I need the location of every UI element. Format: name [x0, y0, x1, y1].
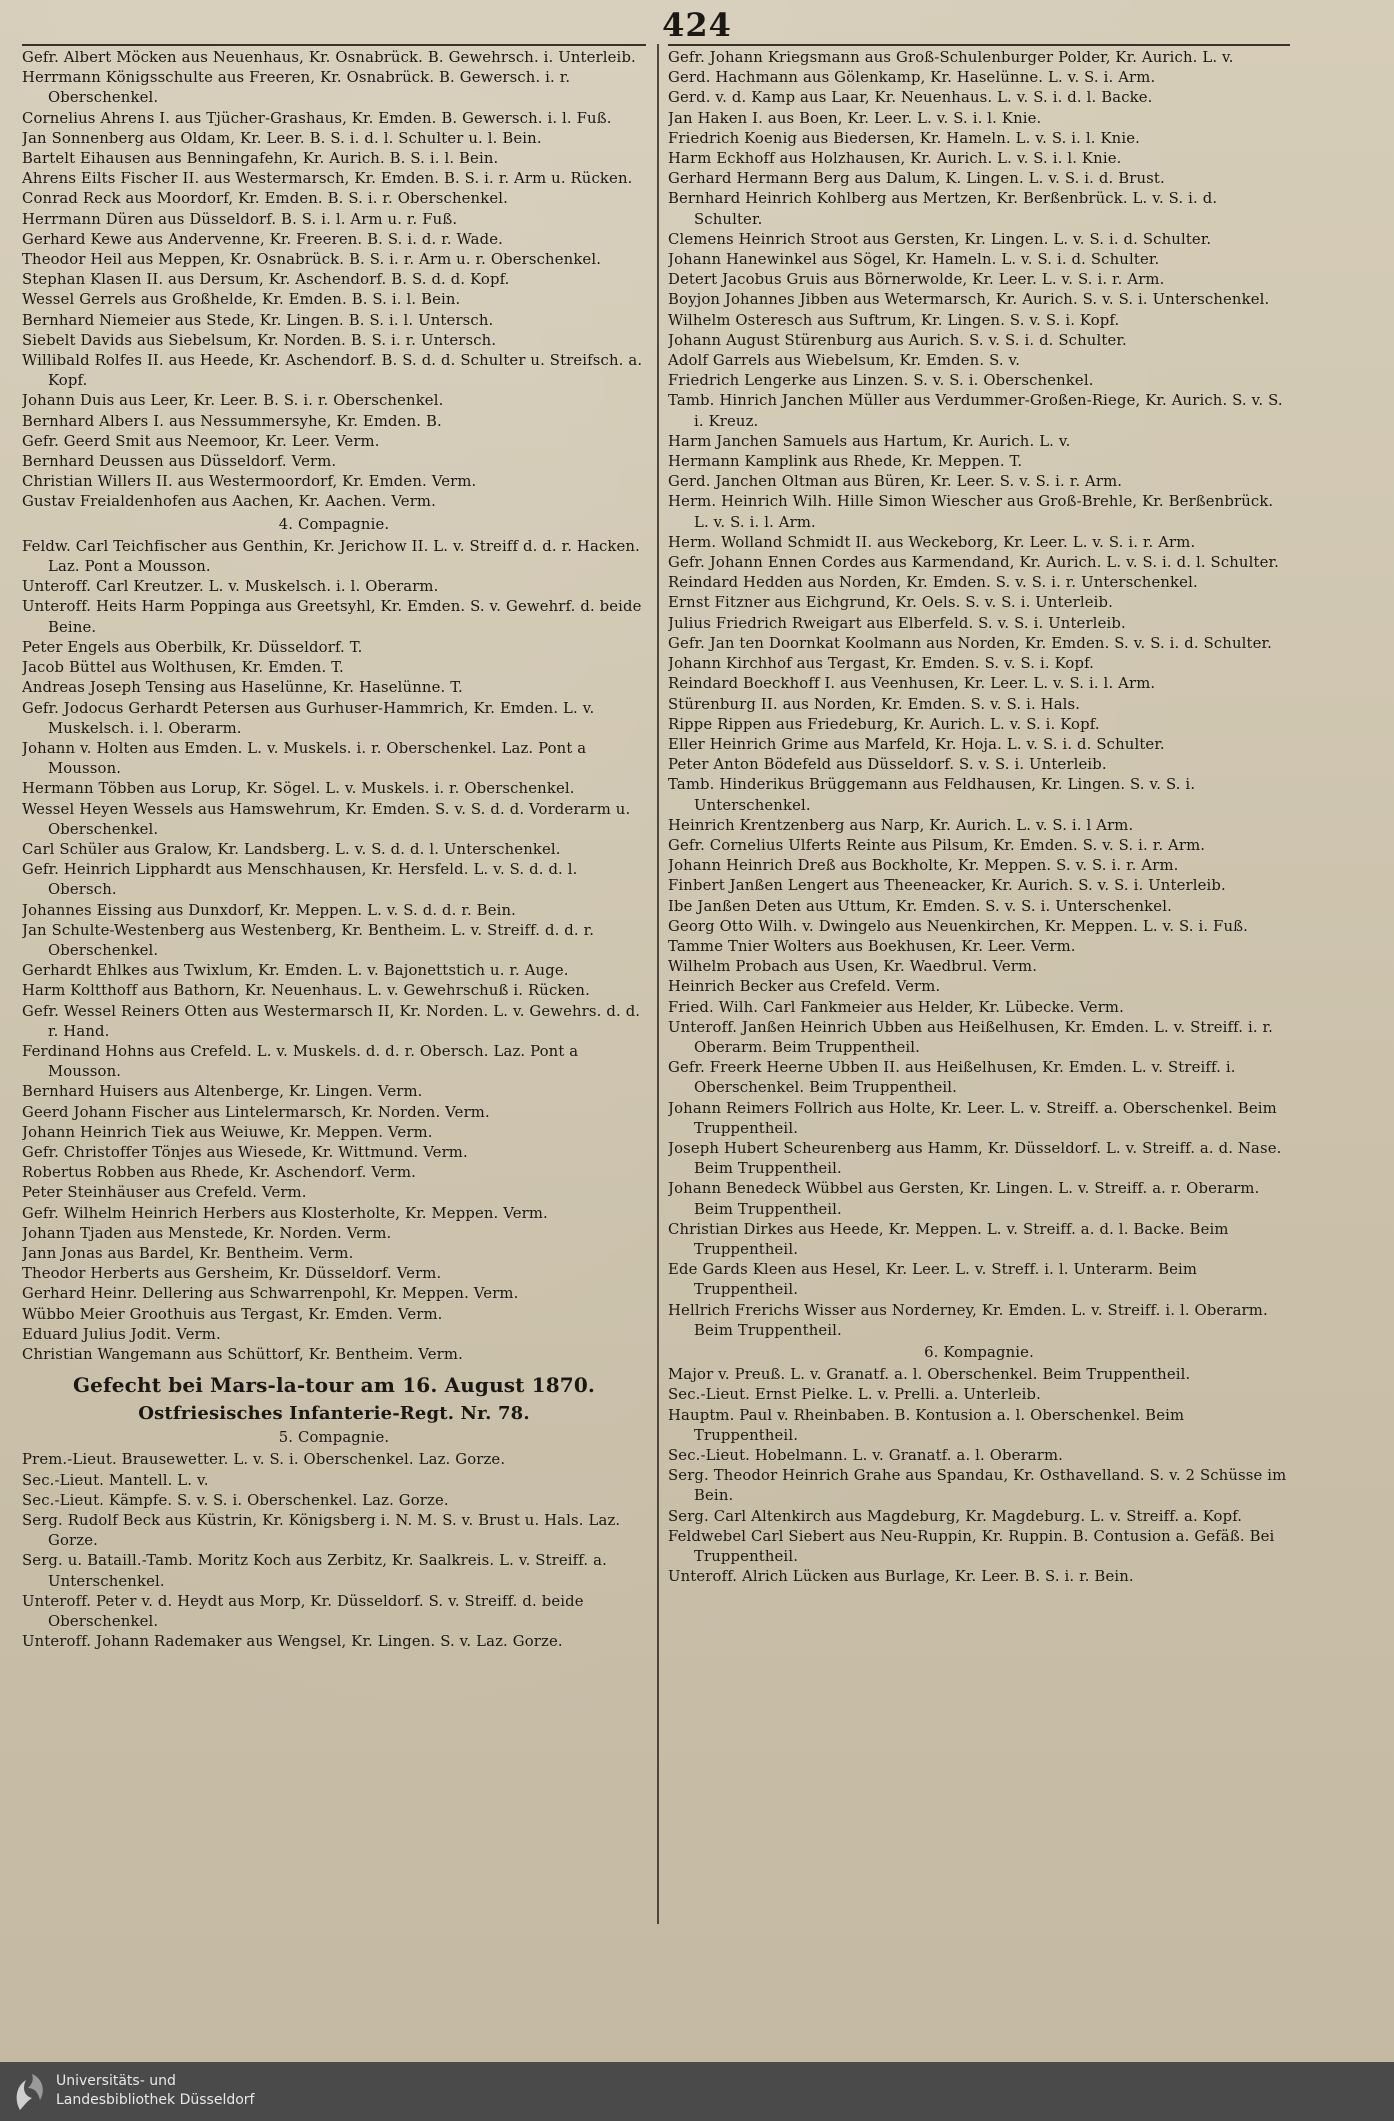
casualty-entry: Theodor Herberts aus Gersheim, Kr. Düsseldorf. Verm. [22, 1265, 442, 1283]
casualty-entry: Herrmann Königsschulte aus Freeren, Kr. Osnabrück. B. Gewersch. i. r. Oberschenkel. [22, 69, 571, 107]
casualty-entry: Eller Heinrich Grime aus Marfeld, Kr. Hoja. L. v. S. i. d. Schulter. [668, 735, 1165, 753]
casualty-entry: Friedrich Lengerke aus Linzen. S. v. S. i. Oberschenkel. [668, 372, 1094, 390]
casualty-entry: Peter Steinhäuser aus Crefeld. Verm. [22, 1184, 307, 1202]
casualty-entry: Tamb. Hinrich Janchen Müller aus Verdummer-Großen-Riege, Kr. Aurich. S. v. S. i. Kreuz. [668, 392, 1283, 430]
casualty-entry: Gerd. Hachmann aus Gölenkamp, Kr. Haselünne. L. v. S. i. Arm. [668, 69, 1156, 87]
casualty-entry: Johann Heinrich Tiek aus Weiuwe, Kr. Meppen. Verm. [22, 1123, 433, 1141]
casualty-entry: Tamme Tnier Wolters aus Boekhusen, Kr. Leer. Verm. [668, 937, 1076, 955]
casualty-entry: Johann Benedeck Wübbel aus Gersten, Kr. Lingen. L. v. Streiff. a. r. Oberarm. Beim Truppentheil. [668, 1180, 1260, 1218]
casualty-entry: Unteroff. Alrich Lücken aus Burlage, Kr. Leer. B. S. i. r. Bein. [668, 1568, 1134, 1586]
casualty-entry: Sec.-Lieut. Hobelmann. L. v. Granatf. a. l. Oberarm. [668, 1447, 1064, 1465]
casualty-entry: Peter Anton Bödefeld aus Düsseldorf. S. v. S. i. Unterleib. [668, 756, 1107, 774]
casualty-entry: Gerd. Janchen Oltman aus Büren, Kr. Leer. S. v. S. i. r. Arm. [668, 473, 1123, 491]
casualty-entry: Joseph Hubert Scheurenberg aus Hamm, Kr. Düsseldorf. L. v. Streiff. a. d. Nase. Beim Truppentheil. [668, 1139, 1282, 1178]
casualty-entry: Unteroff. Janßen Heinrich Ubben aus Heißelhusen, Kr. Emden. L. v. Streiff. i. r. Oberarm. Beim Truppentheil. [668, 1018, 1274, 1056]
casualty-entry: Stephan Klasen II. aus Dersum, Kr. Aschendorf. B. S. d. d. Kopf. [22, 271, 510, 289]
casualty-entry: Jann Jonas aus Bardel, Kr. Bentheim. Verm. [22, 1244, 354, 1262]
casualty-entry: Gefr. Johann Ennen Cordes aus Karmendand, Kr. Aurich. L. v. S. i. d. l. Schulter. [668, 554, 1279, 572]
casualty-entry: Harm Koltthoff aus Bathorn, Kr. Neuenhaus. L. v. Gewehrschuß i. Rücken. [22, 982, 590, 1000]
casualty-entry: Gefr. Geerd Smit aus Neemoor, Kr. Leer. Verm. [22, 432, 380, 450]
casualty-entry: Friedrich Koenig aus Biedersen, Kr. Hameln. L. v. S. i. l. Knie. [668, 129, 1140, 147]
casualty-entry: Wessel Heyen Wessels aus Hamswehrum, Kr. Emden. S. v. S. d. d. Vorderarm u. Oberschenkel. [22, 800, 631, 838]
company-heading: 6. Kompagnie. [924, 1344, 1034, 1361]
casualty-entry: Hermann Kamplink aus Rhede, Kr. Meppen. T. [668, 453, 1023, 471]
casualty-entry: Cornelius Ahrens I. aus Tjücher-Grashaus, Kr. Emden. B. Gewersch. i. l. Fuß. [22, 109, 612, 127]
casualty-entry: Gerhard Kewe aus Andervenne, Kr. Freeren. B. S. i. d. r. Wade. [22, 230, 503, 248]
header-rule-right [668, 44, 1290, 46]
casualty-entry: Reindard Hedden aus Norden, Kr. Emden. S. v. S. i. r. Unterschenkel. [668, 574, 1198, 592]
casualty-entry: Theodor Heil aus Meppen, Kr. Osnabrück. B. S. i. r. Arm u. r. Oberschenkel. [22, 251, 602, 269]
casualty-entry: Boyjon Johannes Jibben aus Wetermarsch, Kr. Aurich. S. v. S. i. Unterschenkel. [668, 291, 1270, 309]
casualty-entry: Ede Gards Kleen aus Hesel, Kr. Leer. L. v. Streff. i. l. Unterarm. Beim Truppentheil. [668, 1261, 1198, 1299]
footer-line-2: Landesbibliothek Düsseldorf [56, 2092, 255, 2108]
casualty-entry: Herrmann Düren aus Düsseldorf. B. S. i. l. Arm u. r. Fuß. [22, 210, 458, 228]
casualty-entry: Sec.-Lieut. Ernst Pielke. L. v. Prelli. a. Unterleib. [668, 1386, 1042, 1404]
casualty-entry: Bartelt Eihausen aus Benningafehn, Kr. Aurich. B. S. i. l. Bein. [22, 150, 499, 168]
casualty-entry: Johann Heinrich Dreß aus Bockholte, Kr. Meppen. S. v. S. i. r. Arm. [668, 857, 1179, 875]
casualty-entry: Unteroff. Heits Harm Poppinga aus Greetsyhl, Kr. Emden. S. v. Gewehrf. d. beide Beine. [22, 598, 642, 636]
casualty-entry: Wilhelm Osteresch aus Suftrum, Kr. Lingen. S. v. S. i. Kopf. [668, 311, 1120, 329]
casualty-entry: Christian Willers II. aus Westermoordorf, Kr. Emden. Verm. [22, 473, 477, 491]
casualty-entry: Reindard Boeckhoff I. aus Veenhusen, Kr. Leer. L. v. S. i. l. Arm. [668, 675, 1156, 693]
casualty-entry: Gefr. Wilhelm Heinrich Herbers aus Klosterholte, Kr. Meppen. Verm. [22, 1204, 548, 1222]
casualty-entry: Serg. Theodor Heinrich Grahe aus Spandau, Kr. Osthavelland. S. v. 2 Schüsse im Bein. [668, 1467, 1287, 1505]
casualty-entry: Carl Schüler aus Gralow, Kr. Landsberg. L. v. S. d. d. l. Unterschenkel. [22, 840, 561, 858]
regiment-heading: Ostfriesisches Infanterie-Regt. Nr. 78. [138, 1403, 530, 1425]
casualty-entry: Wübbo Meier Groothuis aus Tergast, Kr. Emden. Verm. [22, 1305, 443, 1323]
casualty-entry: Stürenburg II. aus Norden, Kr. Emden. S. v. S. i. Hals. [668, 695, 1081, 713]
casualty-entry: Julius Friedrich Rweigart aus Elberfeld. S. v. S. i. Unterleib. [668, 614, 1126, 632]
casualty-entry: Gerhard Hermann Berg aus Dalum, K. Lingen. L. v. S. i. d. Brust. [668, 170, 1165, 188]
casualty-entry: Johann Kirchhof aus Tergast, Kr. Emden. S. v. S. i. Kopf. [668, 655, 1095, 673]
casualty-entry: Bernhard Niemeier aus Stede, Kr. Lingen. B. S. i. l. Untersch. [22, 311, 494, 329]
casualty-entry: Gefr. Wessel Reiners Otten aus Westermarsch II, Kr. Norden. L. v. Gewehrs. d. d. r. Hand. [22, 1002, 641, 1040]
casualty-entry: Hermann Többen aus Lorup, Kr. Sögel. L. v. Muskels. i. r. Oberschenkel. [22, 780, 575, 798]
casualty-entry: Clemens Heinrich Stroot aus Gersten, Kr. Lingen. L. v. S. i. d. Schulter. [668, 230, 1212, 248]
footer-text [56, 2072, 254, 2110]
casualty-entry: Johann Reimers Follrich aus Holte, Kr. Leer. L. v. Streiff. a. Oberschenkel. Beim Truppentheil. [668, 1099, 1277, 1137]
casualty-entry: Wilhelm Probach aus Usen, Kr. Waedbrul. Verm. [668, 958, 1038, 976]
casualty-entry: Gefr. Johann Kriegsmann aus Groß-Schulenburger Polder, Kr. Aurich. L. v. [668, 49, 1234, 66]
casualty-entry: Gerhard Heinr. Dellering aus Schwarrenpohl, Kr. Meppen. Verm. [22, 1285, 519, 1303]
casualty-entry: Heinrich Krentzenberg aus Narp, Kr. Aurich. L. v. S. i. l Arm. [668, 816, 1134, 834]
casualty-entry: Bernhard Huisers aus Altenberge, Kr. Lingen. Verm. [22, 1083, 423, 1101]
casualty-entry: Ernst Fitzner aus Eichgrund, Kr. Oels. S. v. S. i. Unterleib. [668, 594, 1113, 612]
casualty-entry: Gefr. Jodocus Gerhardt Petersen aus Gurhuser-Hammrich, Kr. Emden. L. v. Muskelsch. i. l. Oberarm. [22, 699, 595, 737]
casualty-entry: Serg. u. Bataill.-Tamb. Moritz Koch aus Zerbitz, Kr. Saalkreis. L. v. Streiff. a. Unterschenkel. [22, 1552, 607, 1590]
casualty-entry: Gerd. v. d. Kamp aus Laar, Kr. Neuenhaus. L. v. S. i. d. l. Backe. [668, 89, 1153, 107]
casualty-entry: Bernhard Heinrich Kohlberg aus Mertzen, Kr. Berßenbrück. L. v. S. i. d. Schulter. [668, 190, 1218, 228]
casualty-entry: Johann Tjaden aus Menstede, Kr. Norden. Verm. [22, 1224, 392, 1242]
casualty-entry: Prem.-Lieut. Brausewetter. L. v. S. i. Oberschenkel. Laz. Gorze. [22, 1451, 506, 1469]
casualty-entry: Jan Schulte-Westenberg aus Westenberg, Kr. Bentheim. L. v. Streiff. d. d. r. Oberschenkel. [22, 921, 595, 959]
casualty-entry: Gefr. Freerk Heerne Ubben II. aus Heißelhusen, Kr. Emden. L. v. Streiff. i. Oberschenkel. Beim Truppentheil. [668, 1059, 1236, 1097]
casualty-entry: Robertus Robben aus Rhede, Kr. Aschendorf. Verm. [22, 1164, 417, 1182]
casualty-entry: Andreas Joseph Tensing aus Haselünne, Kr. Haselünne. T. [22, 679, 463, 697]
casualty-entry: Tamb. Hinderikus Brüggemann aus Feldhausen, Kr. Lingen. S. v. S. i. Unterschenkel. [668, 776, 1196, 814]
casualty-entry: Wessel Gerrels aus Großhelde, Kr. Emden. B. S. i. l. Bein. [22, 291, 461, 309]
casualty-entry: Heinrich Becker aus Crefeld. Verm. [668, 978, 941, 996]
casualty-entry: Unteroff. Johann Rademaker aus Wengsel, Kr. Lingen. S. v. Laz. Gorze. [22, 1633, 563, 1651]
casualty-entry: Johann August Stürenburg aus Aurich. S. v. S. i. d. Schulter. [668, 331, 1127, 349]
casualty-entry: Gefr. Christoffer Tönjes aus Wiesede, Kr. Wittmund. Verm. [22, 1143, 468, 1161]
casualty-entry: Johann Hanewinkel aus Sögel, Kr. Hameln. L. v. S. i. d. Schulter. [668, 251, 1160, 269]
footer-line-1: Universitäts- und [56, 2073, 176, 2089]
casualty-entry: Fried. Wilh. Carl Fankmeier aus Helder, Kr. Lübecke. Verm. [668, 998, 1124, 1016]
casualty-entry: Sec.-Lieut. Kämpfe. S. v. S. i. Oberschenkel. Laz. Gorze. [22, 1491, 449, 1509]
casualty-entry: Unteroff. Carl Kreutzer. L. v. Muskelsch. i. l. Oberarm. [22, 578, 439, 596]
casualty-entry: Hellrich Frerichs Wisser aus Norderney, Kr. Emden. L. v. Streiff. i. l. Oberarm. Beim Truppentheil. [668, 1301, 1268, 1339]
left-column [22, 48, 646, 1928]
casualty-entry: Harm Janchen Samuels aus Hartum, Kr. Aurich. L. v. [668, 432, 1071, 450]
casualty-entry: Detert Jacobus Gruis aus Börnerwolde, Kr. Leer. L. v. S. i. r. Arm. [668, 271, 1165, 289]
casualty-entry: Siebelt Davids aus Siebelsum, Kr. Norden. B. S. i. r. Untersch. [22, 331, 497, 349]
casualty-entry: Gefr. Cornelius Ulferts Reinte aus Pilsum, Kr. Emden. S. v. S. i. r. Arm. [668, 836, 1206, 854]
casualty-entry: Johann v. Holten aus Emden. L. v. Muskels. i. r. Oberschenkel. Laz. Pont a Mousson. [22, 739, 587, 778]
casualty-entry: Gustav Freialdenhofen aus Aachen, Kr. Aachen. Verm. [22, 493, 436, 511]
casualty-entry: Feldwebel Carl Siebert aus Neu-Ruppin, Kr. Ruppin. B. Contusion a. Gefäß. Bei Truppentheil. [668, 1527, 1275, 1566]
casualty-entry: Conrad Reck aus Moordorf, Kr. Emden. B. S. i. r. Oberschenkel. [22, 190, 508, 208]
casualty-entry: Eduard Julius Jodit. Verm. [22, 1325, 221, 1343]
casualty-entry: Gefr. Heinrich Lipphardt aus Menschhausen, Kr. Hersfeld. L. v. S. d. d. l. Obersch. [22, 861, 578, 899]
casualty-entry: Rippe Rippen aus Friedeburg, Kr. Aurich. L. v. S. i. Kopf. [668, 715, 1100, 733]
casualty-entry: Christian Dirkes aus Heede, Kr. Meppen. L. v. Streiff. a. d. l. Backe. Beim Truppentheil. [668, 1220, 1229, 1258]
casualty-entry: Finbert Janßen Lengert aus Theeneacker, Kr. Aurich. S. v. S. i. Unterleib. [668, 877, 1226, 895]
casualty-entry: Christian Wangemann aus Schüttorf, Kr. Bentheim. Verm. [22, 1346, 463, 1363]
casualty-entry: Jacob Büttel aus Wolthusen, Kr. Emden. T. [22, 659, 344, 677]
casualty-entry: Sec.-Lieut. Mantell. L. v. [22, 1471, 209, 1489]
casualty-entry: Gefr. Albert Möcken aus Neuenhaus, Kr. Osnabrück. B. Gewehrsch. i. Unterleib. [22, 49, 636, 66]
casualty-entry: Serg. Rudolf Beck aus Küstrin, Kr. Königsberg i. N. M. S. v. Brust u. Hals. Laz. Gorze. [22, 1512, 621, 1550]
casualty-entry: Johannes Eissing aus Dunxdorf, Kr. Meppen. L. v. S. d. d. r. Bein. [22, 901, 517, 919]
casualty-entry: Bernhard Deussen aus Düsseldorf. Verm. [22, 453, 337, 471]
casualty-entry: Harm Eckhoff aus Holzhausen, Kr. Aurich. L. v. S. i. l. Knie. [668, 150, 1122, 168]
casualty-entry: Hauptm. Paul v. Rheinbaben. B. Kontusion a. l. Oberschenkel. Beim Truppentheil. [668, 1406, 1185, 1444]
casualty-entry: Feldw. Carl Teichfischer aus Genthin, Kr. Jerichow II. L. v. Streiff d. d. r. Hacken. Laz. Pont a Mousson. [22, 537, 640, 576]
casualty-entry: Georg Otto Wilh. v. Dwingelo aus Neuenkirchen, Kr. Meppen. L. v. S. i. Fuß. [668, 917, 1249, 935]
casualty-entry: Adolf Garrels aus Wiebelsum, Kr. Emden. S. v. [668, 352, 1021, 370]
casualty-entry: Bernhard Albers I. aus Nessummersyhe, Kr. Emden. B. [22, 412, 442, 430]
casualty-entry: Unteroff. Peter v. d. Heydt aus Morp, Kr. Düsseldorf. S. v. Streiff. d. beide Oberschenkel. [22, 1592, 584, 1631]
casualty-entry: Herm. Wolland Schmidt II. aus Weckeborg, Kr. Leer. L. v. S. i. r. Arm. [668, 533, 1196, 551]
header-rule-left [22, 44, 646, 46]
casualty-entry: Willibald Rolfes II. aus Heede, Kr. Aschendorf. B. S. d. d. Schulter u. Streifsch. a. Kopf. [22, 352, 643, 390]
casualty-entry: Gerhardt Ehlkes aus Twixlum, Kr. Emden. L. v. Bajonettstich u. r. Auge. [22, 962, 569, 980]
library-logo-icon [12, 2070, 48, 2114]
company-heading: 4. Compagnie. [278, 515, 390, 533]
casualty-entry: Herm. Heinrich Wilh. Hille Simon Wiescher aus Groß-Brehle, Kr. Berßenbrück. L. v. S. i. l. Arm. [668, 493, 1274, 531]
casualty-entry: Johann Duis aus Leer, Kr. Leer. B. S. i. r. Oberschenkel. [22, 392, 444, 410]
library-footer [0, 2062, 1394, 2121]
casualty-entry: Geerd Johann Fischer aus Lintelermarsch, Kr. Norden. Verm. [22, 1103, 490, 1121]
casualty-entry: Ahrens Eilts Fischer II. aus Westermarsch, Kr. Emden. B. S. i. r. Arm u. Rücken. [22, 170, 633, 188]
page-number: 424 [662, 6, 732, 44]
casualty-entry: Major v. Preuß. L. v. Granatf. a. l. Oberschenkel. Beim Truppentheil. [668, 1366, 1191, 1384]
column-divider [657, 44, 659, 1924]
casualty-entry: Peter Engels aus Oberbilk, Kr. Düsseldorf. T. [22, 638, 363, 656]
right-column [668, 48, 1290, 1928]
casualty-entry: Jan Haken I. aus Boen, Kr. Leer. L. v. S. i. l. Knie. [668, 109, 1042, 127]
company-heading: 5. Compagnie. [278, 1429, 390, 1447]
casualty-entry: Gefr. Jan ten Doornkat Koolmann aus Norden, Kr. Emden. S. v. S. i. d. Schulter. [668, 634, 1273, 652]
casualty-entry: Jan Sonnenberg aus Oldam, Kr. Leer. B. S. i. d. l. Schulter u. l. Bein. [22, 129, 542, 147]
casualty-entry: Serg. Carl Altenkirch aus Magdeburg, Kr. Magdeburg. L. v. Streiff. a. Kopf. [668, 1507, 1243, 1525]
battle-heading: Gefecht bei Mars-la-tour am 16. August 1870. [72, 1373, 596, 1398]
casualty-entry: Ibe Janßen Deten aus Uttum, Kr. Emden. S. v. S. i. Unterschenkel. [668, 897, 1172, 915]
casualty-entry: Ferdinand Hohns aus Crefeld. L. v. Muskels. d. d. r. Obersch. Laz. Pont a Mousson. [22, 1042, 579, 1081]
